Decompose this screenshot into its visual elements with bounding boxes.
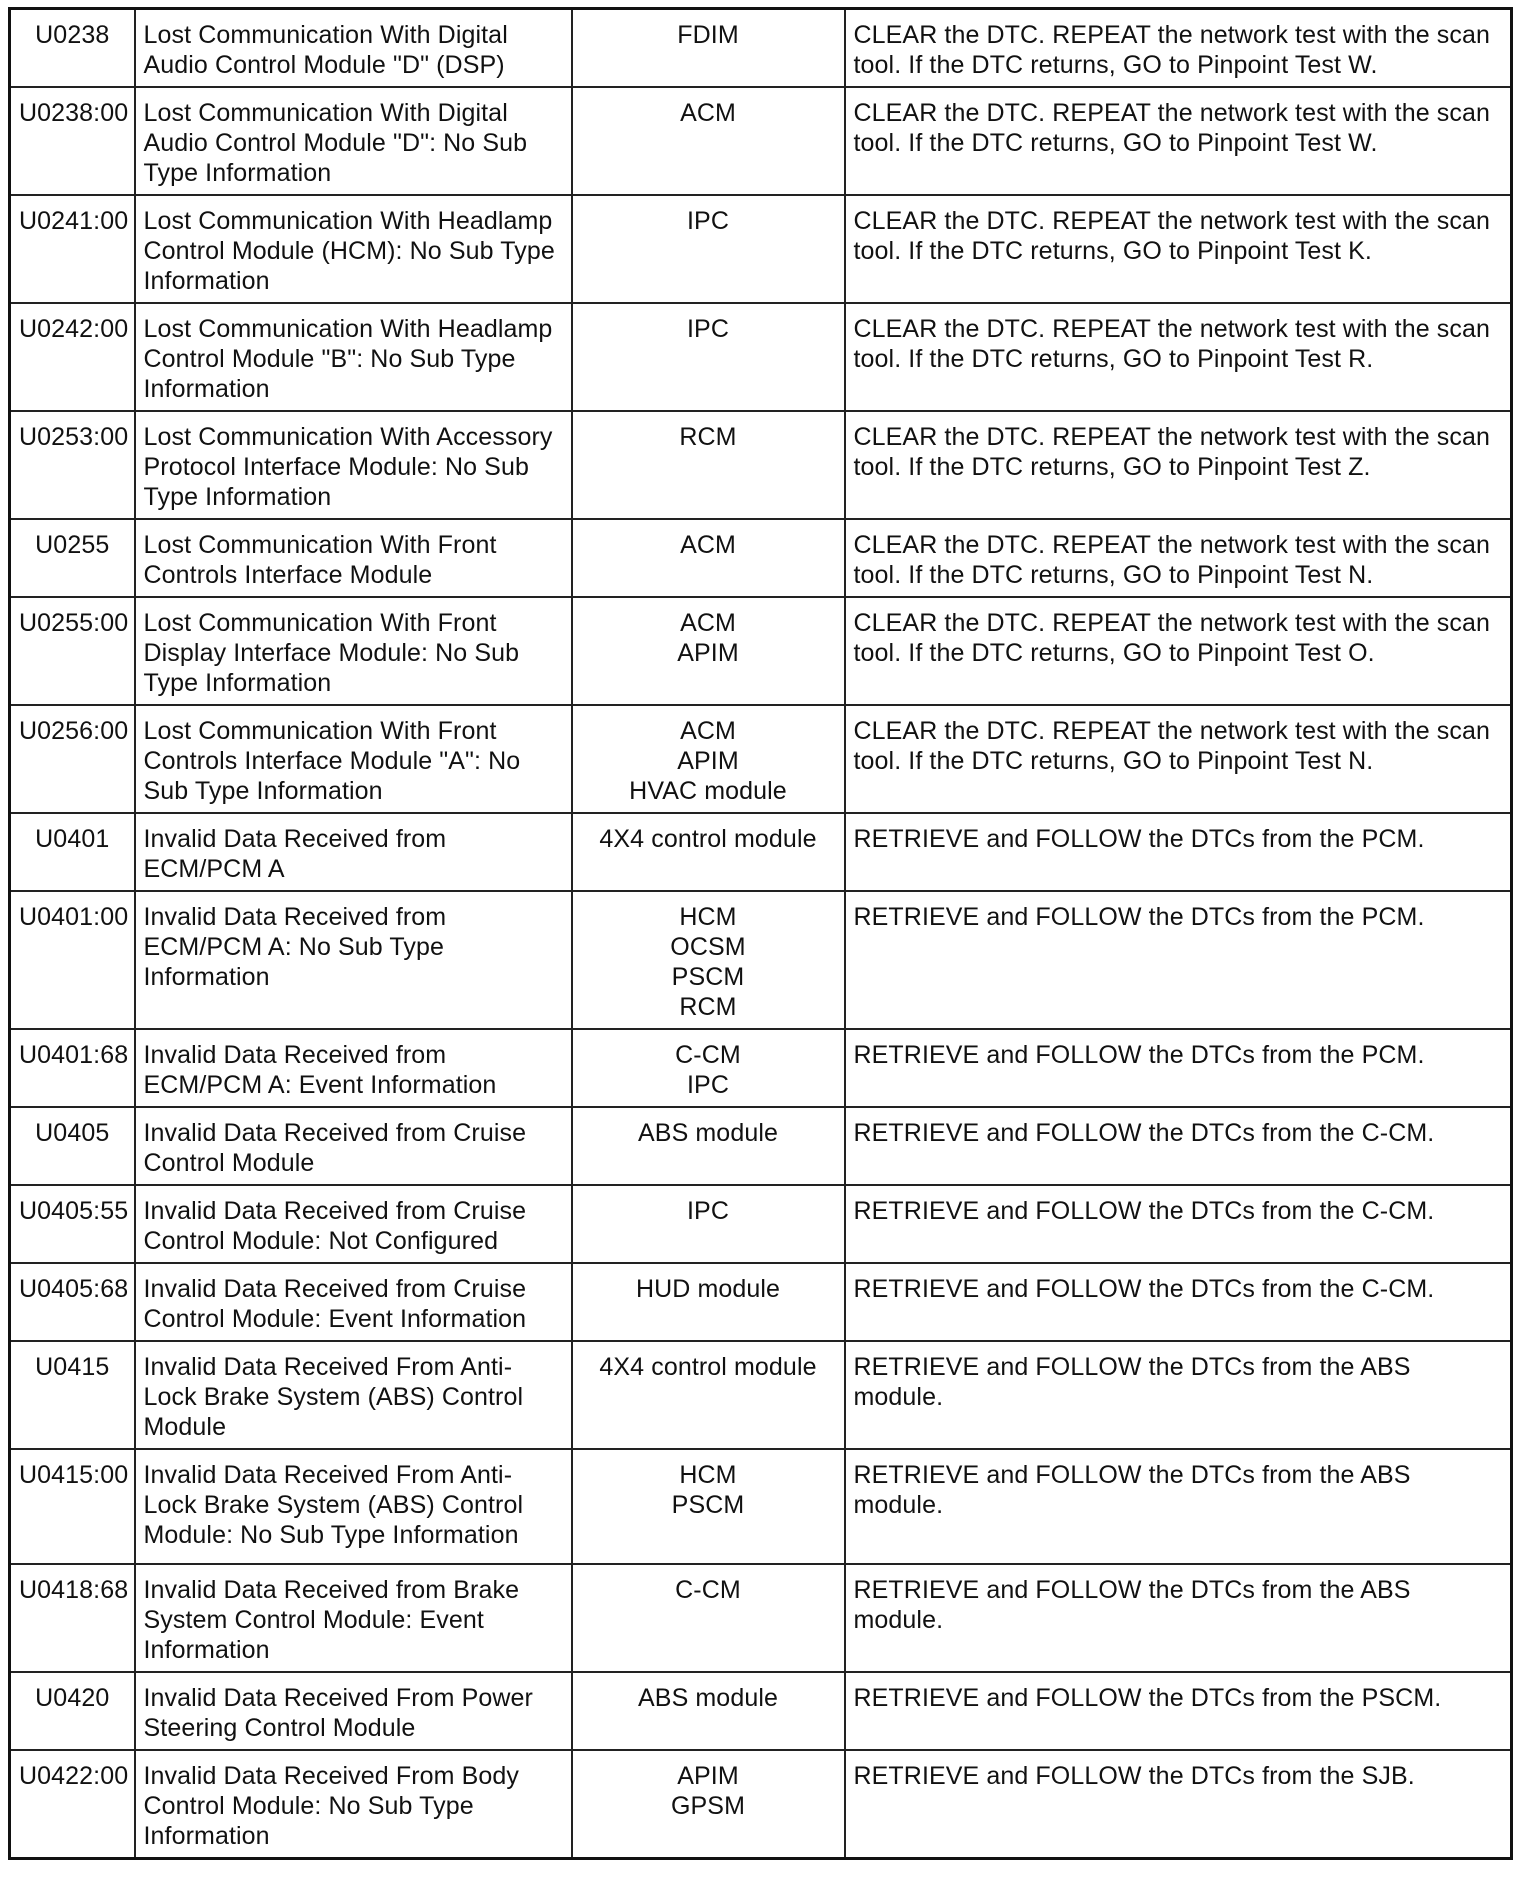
- table-row: [10, 1564, 1512, 1672]
- reporting-modules-cell: [572, 1341, 845, 1449]
- action-cell: RETRIEVE and FOLLOW the DTCs from the PSCM.: [845, 1672, 1512, 1750]
- reporting-modules-cell: [572, 1029, 845, 1107]
- module-name: PSCM: [671, 1491, 745, 1519]
- module-name: C-CM: [675, 1041, 741, 1069]
- module-name: OCSM: [670, 933, 746, 961]
- dtc-description-cell: Invalid Data Received From Power Steering Control Module: [135, 1672, 572, 1750]
- module-name: APIM: [677, 1762, 739, 1790]
- module-name: C-CM: [675, 1576, 741, 1604]
- dtc-table: [8, 7, 1513, 1860]
- module-name: RCM: [679, 993, 737, 1021]
- reporting-modules-cell: [572, 1107, 845, 1185]
- module-name: ABS module: [638, 1684, 778, 1712]
- reporting-modules-cell: [572, 1449, 845, 1564]
- module-name: ACM: [680, 717, 736, 745]
- module-name: GPSM: [670, 1792, 746, 1820]
- dtc-code-cell: U0256:00: [10, 705, 135, 813]
- reporting-modules-cell: [572, 519, 845, 597]
- action-cell: RETRIEVE and FOLLOW the DTCs from the SJB.: [845, 1750, 1512, 1859]
- action-cell: CLEAR the DTC. REPEAT the network test with the scan tool. If the DTC returns, GO to Pinpoint Test W.: [845, 9, 1512, 88]
- module-name: IPC: [687, 1071, 729, 1099]
- reporting-modules-cell: [572, 597, 845, 705]
- action-cell: RETRIEVE and FOLLOW the DTCs from the ABS module.: [845, 1564, 1512, 1672]
- reporting-modules-cell: [572, 1185, 845, 1263]
- action-cell: CLEAR the DTC. REPEAT the network test with the scan tool. If the DTC returns, GO to Pinpoint Test Z.: [845, 411, 1512, 519]
- table-row: [10, 87, 1512, 195]
- dtc-description-cell: Invalid Data Received From Anti-Lock Brake System (ABS) Control Module: No Sub Type Information: [135, 1449, 572, 1564]
- table-row: [10, 195, 1512, 303]
- module-name: RCM: [679, 423, 737, 451]
- dtc-description-cell: Lost Communication With Headlamp Control Module "B": No Sub Type Information: [135, 303, 572, 411]
- reporting-modules-cell: [572, 1564, 845, 1672]
- table-row: [10, 1449, 1512, 1564]
- module-name: IPC: [687, 1197, 729, 1225]
- table-row: [10, 1750, 1512, 1859]
- module-name: HCM: [679, 1461, 737, 1489]
- action-cell: CLEAR the DTC. REPEAT the network test with the scan tool. If the DTC returns, GO to Pinpoint Test O.: [845, 597, 1512, 705]
- module-name: ACM: [680, 531, 736, 559]
- action-cell: RETRIEVE and FOLLOW the DTCs from the PCM.: [845, 813, 1512, 891]
- dtc-code-cell: U0255: [10, 519, 135, 597]
- reporting-modules-cell: [572, 195, 845, 303]
- reporting-modules-cell: [572, 705, 845, 813]
- dtc-description-cell: Invalid Data Received From Anti-Lock Brake System (ABS) Control Module: [135, 1341, 572, 1449]
- dtc-description-cell: Lost Communication With Headlamp Control Module (HCM): No Sub Type Information: [135, 195, 572, 303]
- dtc-code-cell: U0401: [10, 813, 135, 891]
- module-name: APIM: [677, 639, 739, 667]
- table-row: [10, 1263, 1512, 1341]
- dtc-description-cell: Lost Communication With Front Controls Interface Module "A": No Sub Type Information: [135, 705, 572, 813]
- action-cell: RETRIEVE and FOLLOW the DTCs from the C-CM.: [845, 1185, 1512, 1263]
- dtc-code-cell: U0241:00: [10, 195, 135, 303]
- reporting-modules-cell: [572, 891, 845, 1029]
- dtc-code-cell: U0405:55: [10, 1185, 135, 1263]
- dtc-description-cell: Lost Communication With Front Controls Interface Module: [135, 519, 572, 597]
- action-cell: RETRIEVE and FOLLOW the DTCs from the PCM.: [845, 891, 1512, 1029]
- module-name: ABS module: [638, 1119, 778, 1147]
- dtc-description-cell: Invalid Data Received from ECM/PCM A: Event Information: [135, 1029, 572, 1107]
- dtc-code-cell: U0405: [10, 1107, 135, 1185]
- reporting-modules-cell: [572, 1263, 845, 1341]
- dtc-table-body: [10, 9, 1512, 1859]
- module-name: HUD module: [635, 1275, 781, 1303]
- reporting-modules-cell: [572, 411, 845, 519]
- dtc-description-cell: Lost Communication With Digital Audio Control Module "D": No Sub Type Information: [135, 87, 572, 195]
- module-name: HVAC module: [629, 777, 787, 805]
- reporting-modules-cell: [572, 87, 845, 195]
- dtc-description-cell: Lost Communication With Accessory Protocol Interface Module: No Sub Type Information: [135, 411, 572, 519]
- action-cell: CLEAR the DTC. REPEAT the network test with the scan tool. If the DTC returns, GO to Pinpoint Test R.: [845, 303, 1512, 411]
- module-name: ACM: [680, 609, 736, 637]
- action-cell: RETRIEVE and FOLLOW the DTCs from the PCM.: [845, 1029, 1512, 1107]
- module-name: FDIM: [677, 21, 739, 49]
- module-name: ACM: [680, 99, 736, 127]
- module-name: IPC: [687, 315, 729, 343]
- reporting-modules-cell: [572, 1672, 845, 1750]
- action-cell: RETRIEVE and FOLLOW the DTCs from the ABS module.: [845, 1449, 1512, 1564]
- module-name: 4X4 control module: [599, 825, 817, 853]
- action-cell: CLEAR the DTC. REPEAT the network test with the scan tool. If the DTC returns, GO to Pinpoint Test N.: [845, 705, 1512, 813]
- table-row: [10, 891, 1512, 1029]
- table-row: [10, 303, 1512, 411]
- action-cell: CLEAR the DTC. REPEAT the network test with the scan tool. If the DTC returns, GO to Pinpoint Test N.: [845, 519, 1512, 597]
- action-cell: CLEAR the DTC. REPEAT the network test with the scan tool. If the DTC returns, GO to Pinpoint Test K.: [845, 195, 1512, 303]
- action-cell: RETRIEVE and FOLLOW the DTCs from the C-CM.: [845, 1107, 1512, 1185]
- table-row: [10, 813, 1512, 891]
- table-row: [10, 411, 1512, 519]
- dtc-code-cell: U0401:68: [10, 1029, 135, 1107]
- dtc-code-cell: U0415:00: [10, 1449, 135, 1564]
- dtc-code-cell: U0242:00: [10, 303, 135, 411]
- table-row: [10, 519, 1512, 597]
- dtc-code-cell: U0405:68: [10, 1263, 135, 1341]
- dtc-code-cell: U0420: [10, 1672, 135, 1750]
- reporting-modules-cell: [572, 813, 845, 891]
- action-cell: CLEAR the DTC. REPEAT the network test with the scan tool. If the DTC returns, GO to Pinpoint Test W.: [845, 87, 1512, 195]
- table-row: [10, 1341, 1512, 1449]
- dtc-description-cell: Invalid Data Received From Body Control Module: No Sub Type Information: [135, 1750, 572, 1859]
- table-row: [10, 1029, 1512, 1107]
- table-row: [10, 1672, 1512, 1750]
- dtc-description-cell: Lost Communication With Digital Audio Control Module "D" (DSP): [135, 9, 572, 88]
- dtc-code-cell: U0238: [10, 9, 135, 88]
- module-name: PSCM: [671, 963, 745, 991]
- dtc-description-cell: Invalid Data Received from ECM/PCM A: [135, 813, 572, 891]
- reporting-modules-cell: [572, 1750, 845, 1859]
- dtc-code-cell: U0418:68: [10, 1564, 135, 1672]
- dtc-code-cell: U0415: [10, 1341, 135, 1449]
- action-cell: RETRIEVE and FOLLOW the DTCs from the ABS module.: [845, 1341, 1512, 1449]
- module-name: HCM: [679, 903, 737, 931]
- module-name: IPC: [687, 207, 729, 235]
- table-row: [10, 1185, 1512, 1263]
- table-row: [10, 1107, 1512, 1185]
- table-row: [10, 705, 1512, 813]
- reporting-modules-cell: [572, 9, 845, 88]
- dtc-description-cell: Invalid Data Received from Cruise Control Module: [135, 1107, 572, 1185]
- dtc-code-cell: U0238:00: [10, 87, 135, 195]
- dtc-code-cell: U0253:00: [10, 411, 135, 519]
- reporting-modules-cell: [572, 303, 845, 411]
- dtc-code-cell: U0401:00: [10, 891, 135, 1029]
- dtc-code-cell: U0255:00: [10, 597, 135, 705]
- table-row: [10, 9, 1512, 88]
- module-name: APIM: [677, 747, 739, 775]
- module-name: 4X4 control module: [599, 1353, 817, 1381]
- dtc-code-cell: U0422:00: [10, 1750, 135, 1859]
- dtc-description-cell: Invalid Data Received from Cruise Control Module: Not Configured: [135, 1185, 572, 1263]
- dtc-description-cell: Lost Communication With Front Display Interface Module: No Sub Type Information: [135, 597, 572, 705]
- dtc-description-cell: Invalid Data Received from ECM/PCM A: No Sub Type Information: [135, 891, 572, 1029]
- dtc-description-cell: Invalid Data Received from Brake System Control Module: Event Information: [135, 1564, 572, 1672]
- action-cell: RETRIEVE and FOLLOW the DTCs from the C-CM.: [845, 1263, 1512, 1341]
- table-row: [10, 597, 1512, 705]
- dtc-description-cell: Invalid Data Received from Cruise Control Module: Event Information: [135, 1263, 572, 1341]
